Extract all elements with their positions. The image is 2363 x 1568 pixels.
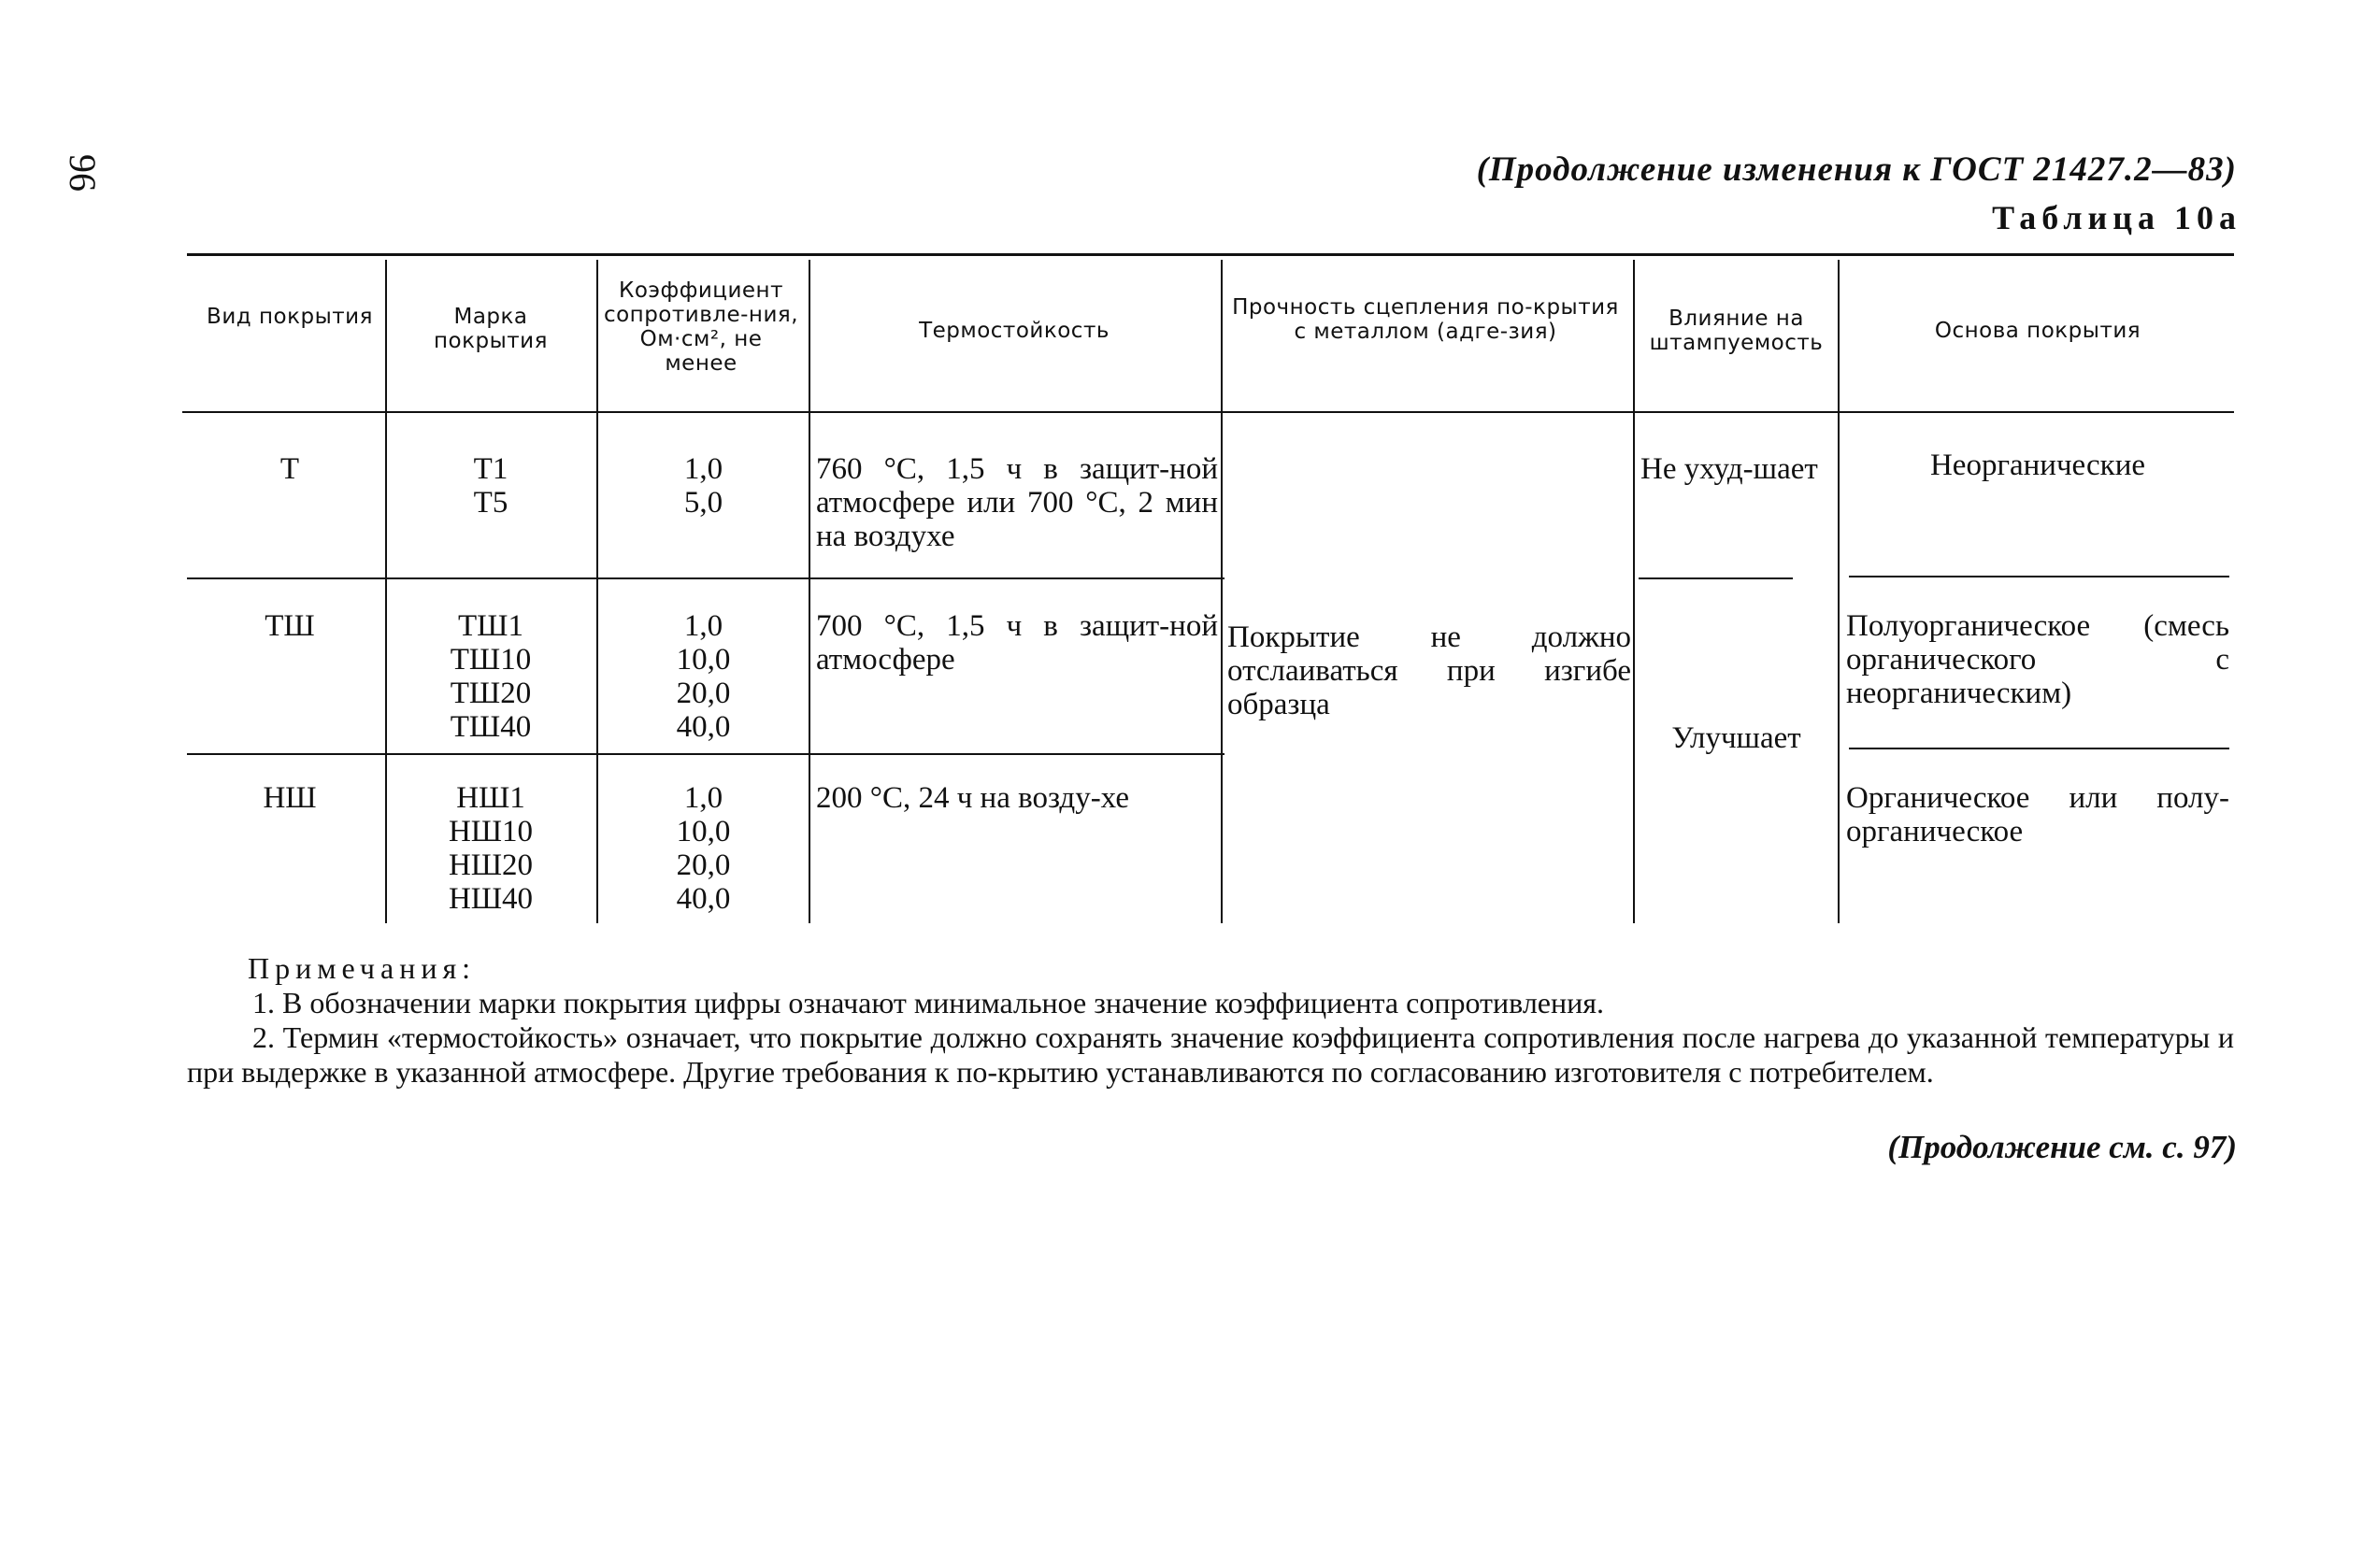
page-number: 96	[62, 154, 104, 192]
table-caption: Таблица 10а	[1992, 199, 2241, 236]
cell-grade: Т1	[473, 452, 508, 486]
cell-heat-resistance: 760 °С, 1,5 ч в защит-ной атмосфере или 700 °С, 2 мин на воздухе	[816, 452, 1218, 553]
header-coating-type: Вид покрытия	[207, 305, 373, 329]
cell-coating-base: Полуорганическое (смесь органического с неорганическим)	[1846, 609, 2229, 710]
cell-grade: ТШ20	[450, 677, 532, 710]
column-rule	[1838, 260, 1840, 923]
cell-type: Т	[279, 452, 300, 486]
cell-coefficient: 40,0	[676, 710, 731, 744]
cell-grade: НШ1	[456, 781, 525, 815]
cell-grade: Т5	[473, 486, 508, 520]
column-rule	[1633, 260, 1635, 923]
notes-heading: Примечания:	[248, 951, 477, 985]
cell-type: ТШ	[265, 609, 315, 643]
cell-coefficient: 5,0	[683, 486, 723, 520]
column-rule	[596, 260, 598, 923]
cell-coefficient: 1,0	[683, 781, 723, 815]
cell-coefficient: 40,0	[676, 882, 731, 916]
row-divider	[187, 577, 1224, 579]
header-stampability: Влияние на штампуемость	[1649, 306, 1824, 355]
document-header: (Продолжение изменения к ГОСТ 21427.2—83)	[1476, 150, 2237, 189]
cell-adhesion: Покрытие не должно отслаиваться при изгибе образца	[1227, 620, 1631, 721]
cell-heat-resistance: 200 °С, 24 ч на возду-хе	[816, 781, 1130, 815]
cell-coefficient: 10,0	[676, 815, 731, 848]
note-item: 2. Термин «термостойкость» означает, что покрытие должно сохранять значение коэффициента сопротивления после нагрева до указанной температуры и при выдержке в указанной атмосфере. Другие требования к по-крытию устанавливаются по согласованию изготовителя с потребителем.	[187, 1020, 2234, 1089]
cell-coefficient: 1,0	[683, 609, 723, 643]
row-divider	[187, 753, 1224, 755]
header-coating-grade: Марка покрытия	[434, 305, 548, 353]
column-rule	[809, 260, 810, 923]
note-item: 1. В обозначении марки покрытия цифры означают минимальное значение коэффициента сопротивления.	[252, 986, 1604, 1019]
header-coating-base: Основа покрытия	[1934, 319, 2141, 343]
cell-stampability: Не ухуд-шает	[1640, 452, 1818, 486]
cell-type: НШ	[263, 781, 317, 815]
cell-grade: ТШ1	[458, 609, 523, 643]
cell-grade: НШ20	[448, 848, 534, 882]
cell-grade: НШ40	[448, 882, 534, 916]
cell-coating-base: Органическое или полу-органическое	[1846, 781, 2229, 848]
coating-table	[182, 249, 2229, 921]
cell-grade: ТШ40	[450, 710, 532, 744]
cell-coefficient: 1,0	[683, 452, 723, 486]
column-rule	[385, 260, 387, 923]
cell-coefficient: 10,0	[676, 643, 731, 677]
continuation-note: (Продолжение см. с. 97)	[1887, 1129, 2237, 1165]
cell-heat-resistance: 700 °С, 1,5 ч в защит-ной атмосфере	[816, 609, 1218, 677]
header-resistance-coefficient: Коэффициент сопротивле-ния, Ом·см², не менее	[603, 278, 799, 376]
cell-coating-base: Неорганические	[1929, 449, 2146, 482]
cell-coefficient: 20,0	[676, 677, 731, 710]
row-divider	[1639, 577, 1793, 579]
header-adhesion: Прочность сцепления по-крытия с металлом (адге-зия)	[1232, 295, 1619, 344]
notes-block	[187, 951, 2234, 1090]
header-heat-resistance: Термостойкость	[919, 319, 1110, 343]
cell-stampability: Улучшает	[1671, 721, 1801, 755]
table-top-rule	[187, 253, 2234, 256]
row-divider	[1849, 748, 2229, 749]
cell-coefficient: 20,0	[676, 848, 731, 882]
header-bottom-rule	[182, 411, 2234, 413]
cell-grade: ТШ10	[450, 643, 532, 677]
row-divider	[1849, 576, 2229, 577]
column-rule	[1221, 260, 1223, 923]
cell-grade: НШ10	[448, 815, 534, 848]
